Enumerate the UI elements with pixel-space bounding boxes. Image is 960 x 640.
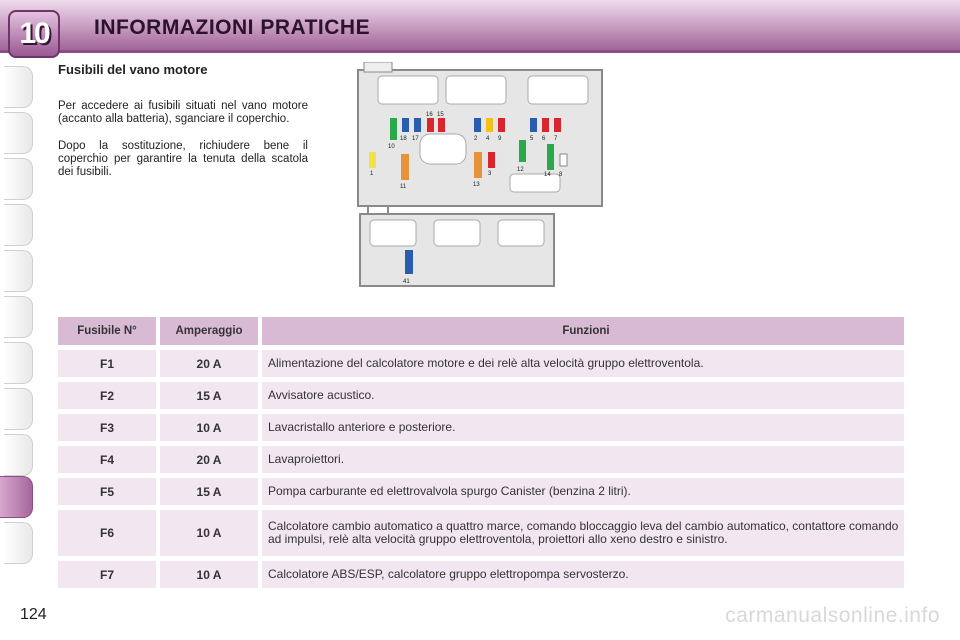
fuse-17 [414,118,421,132]
chapter-tabs [0,66,34,576]
fuse-table [54,312,908,593]
fuse-number: F3 [58,414,156,441]
fuse-amperage: 10 A [160,510,258,556]
fuse-label: 11 [400,184,407,190]
fuse-number: F7 [58,561,156,588]
table-header-row [58,317,904,345]
fuse-3 [488,152,495,168]
fuse-15 [438,118,445,132]
page-title: INFORMAZIONI PRATICHE [94,16,371,39]
fuse-8 [560,154,567,166]
fuse-label: 18 [400,136,407,142]
relay-slot [434,220,480,246]
relay-slot [510,174,560,192]
fuse-number: F2 [58,382,156,409]
box-clip [364,62,392,72]
table-row [58,382,904,409]
relay-slot [498,220,544,246]
fuse-label: 7 [554,136,558,142]
relay-slot [420,134,466,164]
fuse-label: 16 [426,112,433,118]
fuse-label: 4 [486,136,490,142]
fuse-13 [474,152,482,178]
fuse-label: 6 [542,136,546,142]
fuse-label: 1 [370,171,374,177]
chapter-tab-7[interactable] [4,342,33,384]
fuse-function: Lavaproiettori. [262,446,904,473]
fuse-label: 15 [437,112,444,118]
chapter-tab-6[interactable] [4,296,33,338]
fuse-function: Calcolatore cambio automatico a quattro marce, comando bloccaggio leva del cambio automatico, contattore comando ad impulsi, relè alta velocità gruppo elettroventola, proiettori allo xeno destro e sinistro. [262,510,904,556]
section-title: Fusibili del vano motore [58,62,208,77]
table-row [58,478,904,505]
chapter-tab-4[interactable] [4,204,33,246]
fuse-label: 2 [474,136,478,142]
instruction-paragraph-2: Dopo la sostituzione, richiudere bene il coperchio per garantire la tenuta della scatola dei fusibili. [58,140,308,178]
header-functions: Funzioni [262,317,904,345]
chapter-tab-8[interactable] [4,388,33,430]
fuse-function: Pompa carburante ed elettrovalvola spurgo Canister (benzina 2 litri). [262,478,904,505]
table-row [58,446,904,473]
fuse-1 [369,152,376,168]
fuse-function: Calcolatore ABS/ESP, calcolatore gruppo elettropompa servosterzo. [262,561,904,588]
fuse-label: 13 [473,182,480,188]
header-amperage: Amperaggio [160,317,258,345]
fuse-box-diagram [354,62,606,290]
fuse-function: Avvisatore acustico. [262,382,904,409]
relay-slot [370,220,416,246]
fuse-label: 10 [388,144,395,150]
chapter-tab-11[interactable] [4,522,33,564]
fuse-amperage: 15 A [160,382,258,409]
chapter-tab-1[interactable] [4,66,33,108]
watermark-text: carmanualsonline.info [725,604,940,627]
fuse-label: 3 [488,171,492,177]
fuse-label: 41 [403,279,410,285]
fuse-10 [390,118,397,140]
relay-slot [378,76,438,104]
fuse-number: F6 [58,510,156,556]
fuse-number: F1 [58,350,156,377]
chapter-tab-5[interactable] [4,250,33,292]
fuse-label: 5 [530,136,534,142]
fuse-2 [474,118,481,132]
fuse-label: 17 [412,136,419,142]
fuse-amperage: 10 A [160,561,258,588]
fuse-12 [519,140,526,162]
fuse-amperage: 10 A [160,414,258,441]
fuse-amperage: 15 A [160,478,258,505]
relay-slot [528,76,588,104]
table-row [58,510,904,556]
fuse-function: Lavacristallo anteriore e posteriore. [262,414,904,441]
fuse-label: 9 [498,136,502,142]
header-divider [0,50,960,53]
fuse-5 [530,118,537,132]
fuse-label: 8 [559,172,563,178]
fuse-16 [427,118,434,132]
chapter-tab-10-active[interactable] [0,476,33,518]
chapter-tab-3[interactable] [4,158,33,200]
table-row [58,414,904,441]
fuse-14 [547,144,554,170]
fuse-number: F5 [58,478,156,505]
fuse-amperage: 20 A [160,446,258,473]
page-number: 124 [20,606,47,623]
table-row [58,561,904,588]
fuse-11 [401,154,409,180]
table-row [58,350,904,377]
fuse-9 [498,118,505,132]
fuse-7 [554,118,561,132]
fuse-label: 12 [517,167,524,173]
header-fuse-number: Fusibile N° [58,317,156,345]
fuse-function: Alimentazione del calcolatore motore e dei relè alta velocità gruppo elettroventola. [262,350,904,377]
fuse-41 [405,250,413,274]
chapter-badge: 10 [8,10,60,58]
fuse-18 [402,118,409,132]
fuse-amperage: 20 A [160,350,258,377]
fuse-label: 14 [544,172,551,178]
chapter-tab-9[interactable] [4,434,33,476]
chapter-tab-2[interactable] [4,112,33,154]
fuse-4 [486,118,493,132]
fuse-number: F4 [58,446,156,473]
fuse-6 [542,118,549,132]
relay-slot [446,76,506,104]
instruction-paragraph-1: Per accedere ai fusibili situati nel vano motore (accanto alla batteria), sganciare il coperchio. [58,100,308,125]
